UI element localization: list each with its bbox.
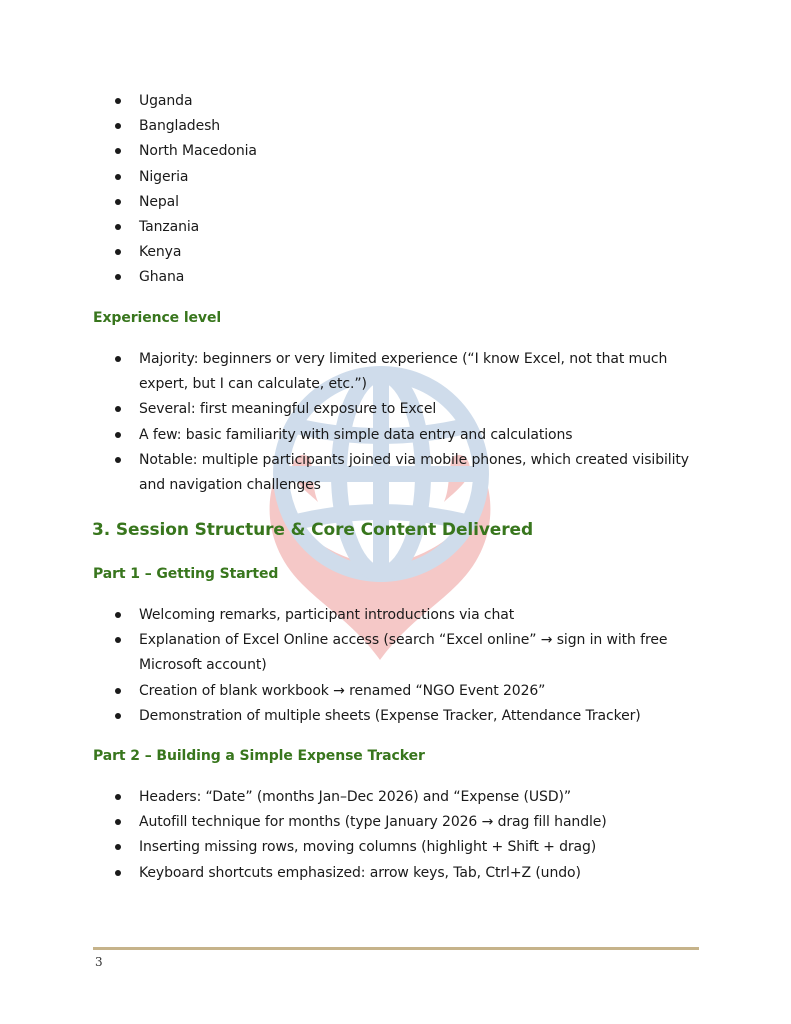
list-item: Headers: “Date” (months Jan–Dec 2026) and “Expense (USD)”: [113, 785, 713, 810]
section-3-title: 3. Session Structure & Core Content Delivered: [92, 520, 534, 540]
list-item: Creation of blank workbook → renamed “NGO Event 2026”: [113, 679, 673, 704]
list-item: Kenya: [113, 240, 713, 265]
experience-level-heading: Experience level: [93, 310, 222, 326]
list-item: Autofill technique for months (type January 2026 → drag fill handle): [113, 810, 713, 835]
list-item: Welcoming remarks, participant introductions via chat: [113, 603, 673, 628]
list-item: Demonstration of multiple sheets (Expense Tracker, Attendance Tracker): [113, 704, 673, 729]
country-list: [113, 89, 713, 291]
list-item: Tanzania: [113, 215, 713, 240]
list-item: Keyboard shortcuts emphasized: arrow keys, Tab, Ctrl+Z (undo): [113, 861, 713, 886]
list-item: Inserting missing rows, moving columns (highlight + Shift + drag): [113, 835, 713, 860]
experience-list: [113, 347, 703, 498]
list-item: Several: first meaningful exposure to Excel: [113, 397, 703, 422]
part-2-heading: Part 2 – Building a Simple Expense Tracker: [93, 748, 425, 764]
list-item: Notable: multiple participants joined via mobile phones, which created visibility and navigation challenges: [113, 448, 703, 498]
list-item: Majority: beginners or very limited experience (“I know Excel, not that much expert, but I can calculate, etc.”): [113, 347, 703, 397]
part-1-heading: Part 1 – Getting Started: [93, 566, 279, 582]
list-item: North Macedonia: [113, 139, 713, 164]
list-item: Explanation of Excel Online access (search “Excel online” → sign in with free Microsoft account): [113, 628, 673, 678]
footer-divider: [93, 947, 699, 950]
list-item: Ghana: [113, 265, 713, 290]
part-1-list: [113, 603, 673, 729]
page-number: 3: [95, 955, 103, 969]
list-item: Bangladesh: [113, 114, 713, 139]
list-item: Uganda: [113, 89, 713, 114]
list-item: Nigeria: [113, 165, 713, 190]
part-2-list: [113, 785, 713, 886]
list-item: A few: basic familiarity with simple data entry and calculations: [113, 423, 703, 448]
list-item: Nepal: [113, 190, 713, 215]
